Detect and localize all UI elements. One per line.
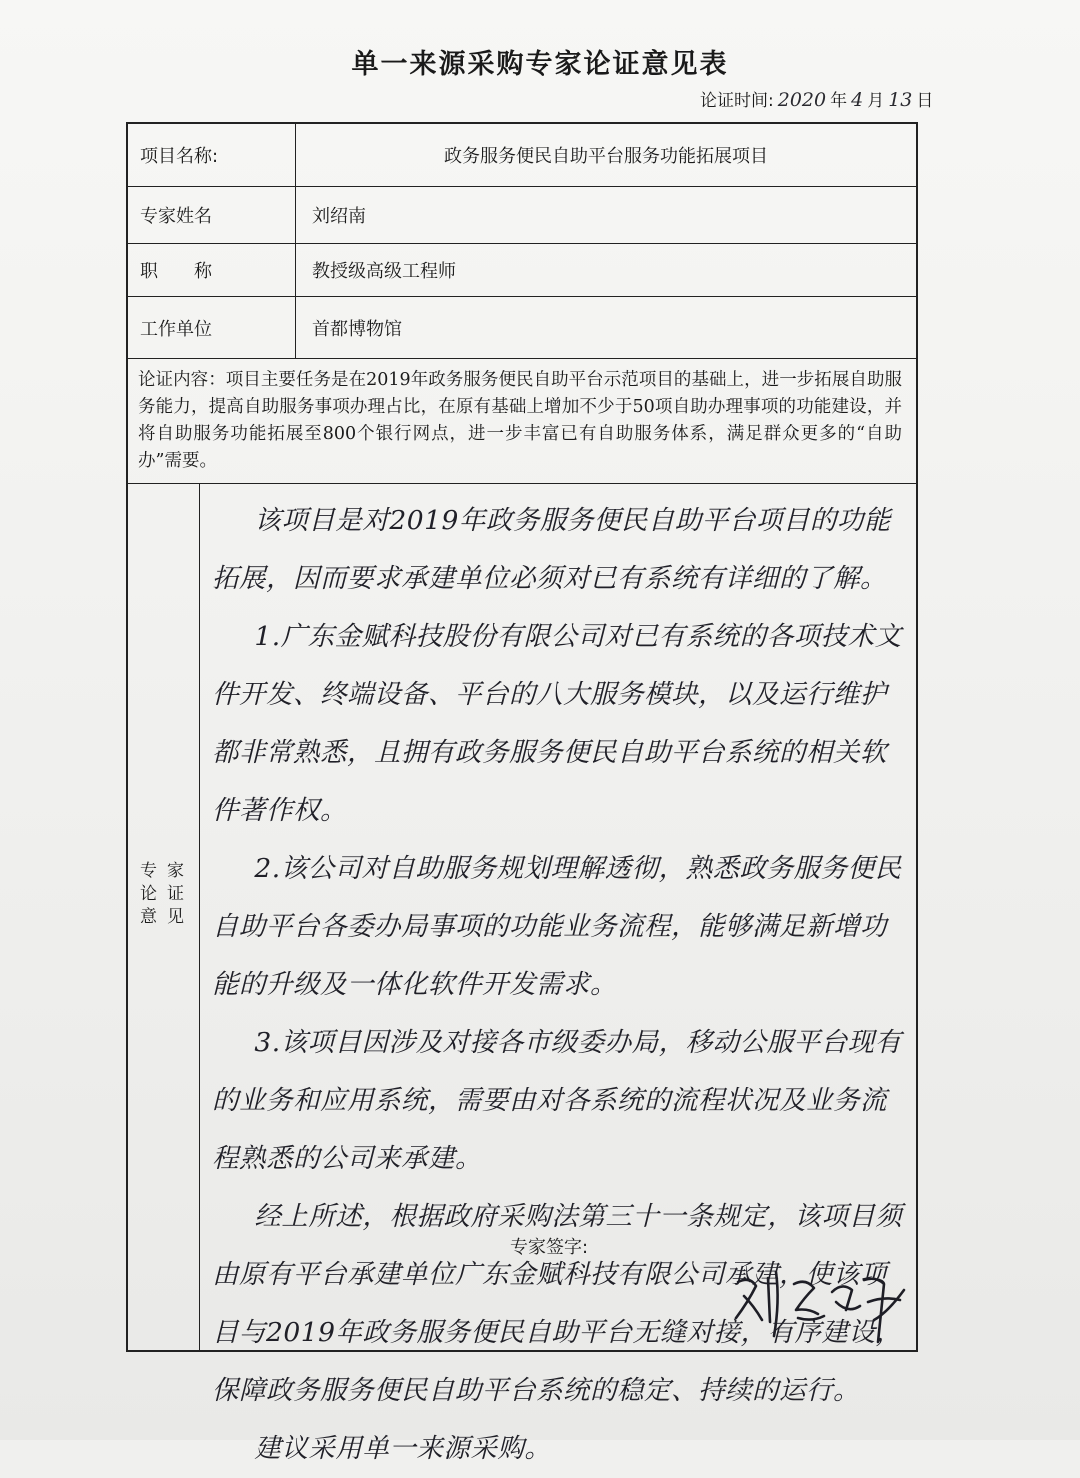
employer-label: 工作单位 bbox=[128, 297, 296, 358]
row-employer bbox=[128, 297, 916, 359]
opinion-paragraph: 2.该公司对自助服务规划理解透彻，熟悉政务服务便民自助平台各委办局事项的功能业务流程，能够满足新增功能的升级及一体化软件开发需求。 bbox=[212, 853, 902, 1000]
opinion-label: 专家论证意见 bbox=[140, 861, 194, 927]
job-title-label: 职 称 bbox=[128, 244, 296, 296]
handwritten-signature bbox=[728, 1262, 918, 1350]
expert-name-value: 刘绍南 bbox=[312, 206, 366, 227]
opinion-label-cell bbox=[128, 484, 200, 1350]
expert-name-label: 专家姓名 bbox=[128, 187, 296, 243]
row-project-name bbox=[128, 124, 916, 187]
date-label: 论证时间: bbox=[700, 91, 774, 111]
date-month-unit: 月 bbox=[867, 91, 885, 111]
row-title bbox=[128, 244, 916, 297]
project-content: 论证内容：项目主要任务是在2019年政务服务便民自助平台示范项目的基础上，进一步拓展自助服务能力，提高自助服务事项办理占比，在原有基础上增加不少于50项自助办理事项的功能建设，并将自助服务功能拓展至800个银行网点，进一步丰富已有自助服务体系，满足群众更多的“自助办”需要。 bbox=[138, 370, 902, 471]
date-month: 4 bbox=[851, 89, 864, 111]
evaluation-form bbox=[126, 122, 918, 1464]
date-year-unit: 年 bbox=[830, 91, 848, 111]
signature-label: 专家签字: bbox=[510, 1237, 589, 1258]
employer-value: 首都博物馆 bbox=[312, 318, 402, 340]
row-content bbox=[128, 359, 916, 484]
project-name-label: 项目名称: bbox=[128, 124, 296, 186]
date-day-unit: 日 bbox=[916, 91, 934, 111]
row-expert-name bbox=[128, 187, 916, 244]
opinion-paragraph: 3.该项目因涉及对接各市级委办局，移动公服平台现有的业务和应用系统，需要由对各系统的流程状况及业务流程熟悉的公司来承建。 bbox=[212, 1027, 902, 1174]
page-title: 单一来源采购专家论证意见表 bbox=[351, 49, 729, 80]
opinion-paragraph: 建议采用单一来源采购。 bbox=[254, 1433, 552, 1464]
date-year: 2020 bbox=[777, 89, 827, 111]
job-title-value: 教授级高级工程师 bbox=[312, 261, 456, 282]
opinion-paragraph: 该项目是对2019年政务服务便民自助平台项目的功能拓展，因而要求承建单位必须对已有系统有详细的了解。 bbox=[212, 505, 891, 594]
row-opinion bbox=[128, 484, 916, 1464]
evaluation-date bbox=[700, 86, 933, 111]
opinion-paragraph: 1.广东金赋科技股份有限公司对已有系统的各项技术文件开发、终端设备、平台的八大服务模块，以及运行维护都非常熟悉，且拥有政务服务便民自助平台系统的相关软件著作权。 bbox=[212, 621, 902, 826]
opinion-paragraph: 经上所述，根据政府采购法第三十一条规定，该项目须由原有平台承建单位广东金赋科技有限公司承建，使该项目与2019年政务服务便民自助平台无缝对接，有序建设，保障政务服务便民自助平台系统的稳定、持续的运行。 bbox=[212, 1201, 903, 1406]
date-day: 13 bbox=[888, 89, 913, 111]
project-name-value: 政务服务便民自助平台服务功能拓展项目 bbox=[444, 146, 768, 167]
